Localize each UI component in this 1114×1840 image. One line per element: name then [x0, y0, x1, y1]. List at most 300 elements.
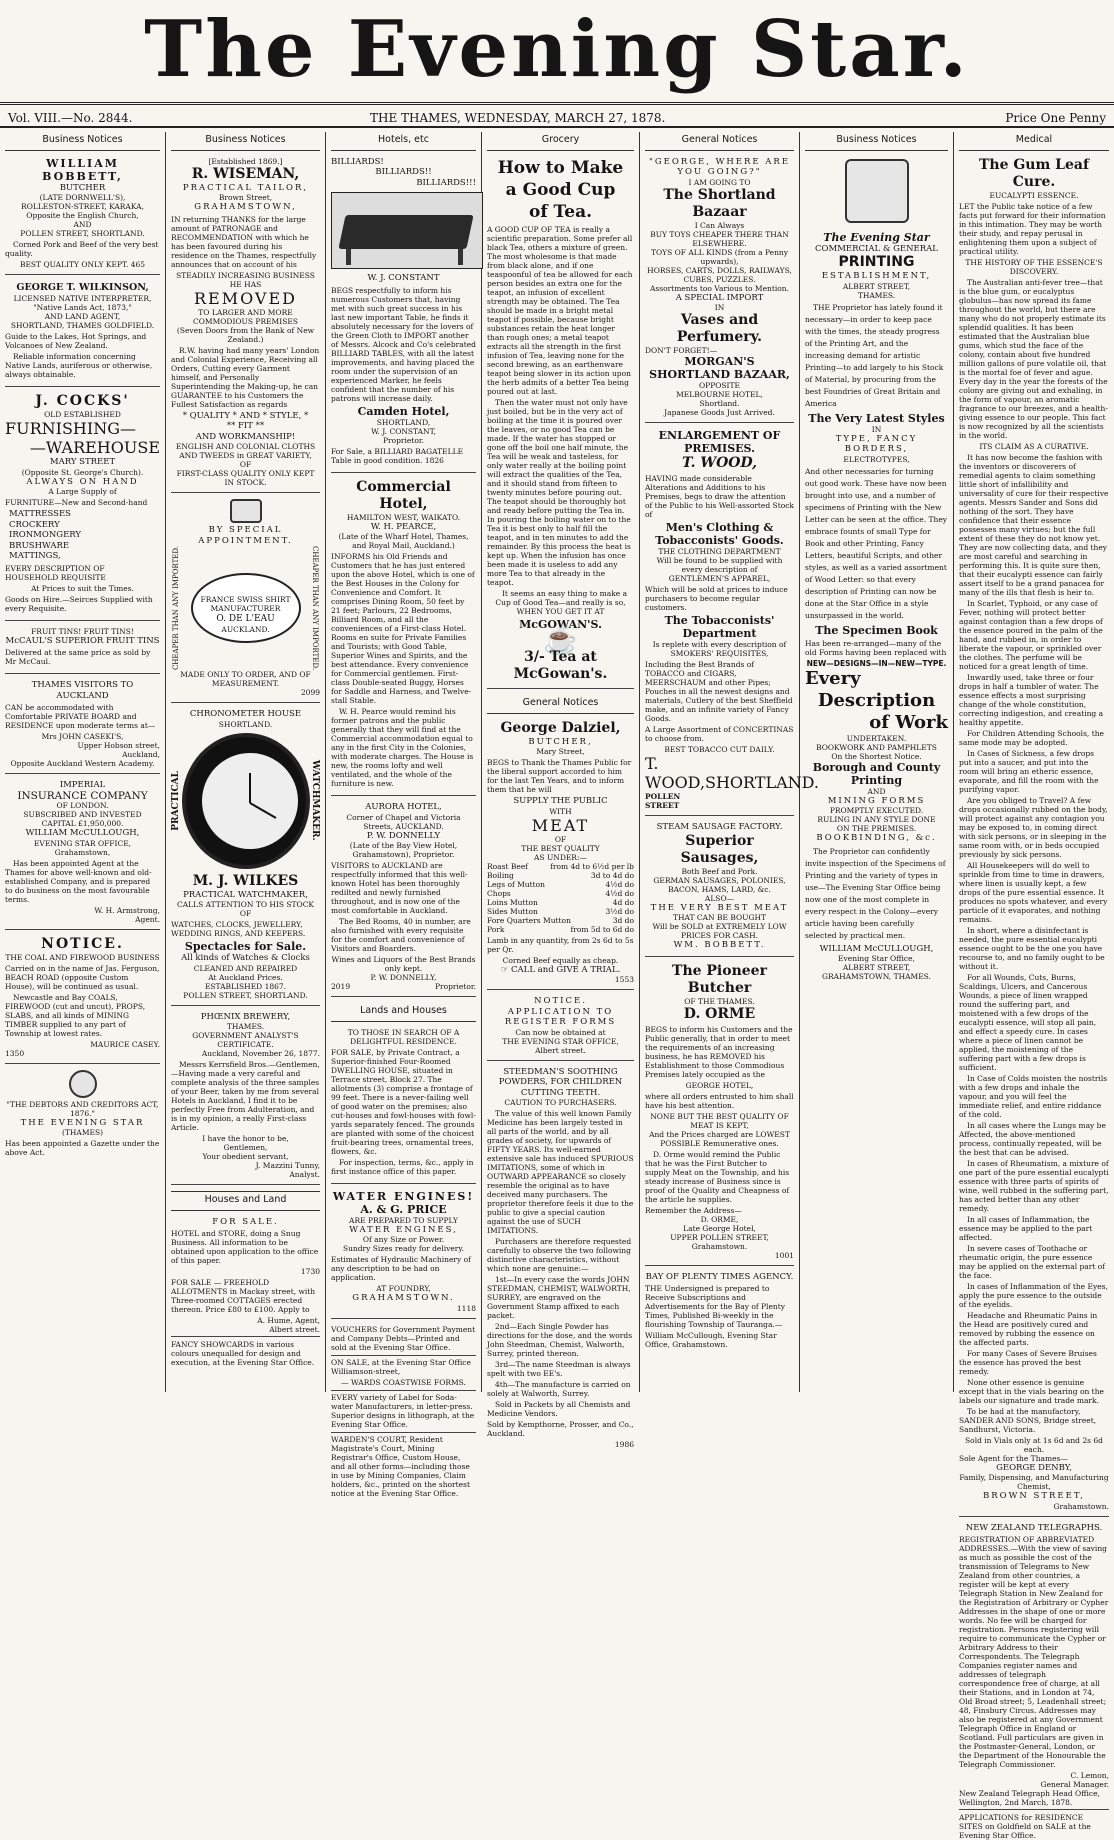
ad-line: —WAREHOUSE — [5, 438, 160, 457]
ad-line: "Native Lands Act, 1873," — [5, 303, 160, 312]
ad-line: AURORA HOTEL, — [331, 802, 476, 813]
column-3 — [326, 132, 482, 1392]
ad-line: INSURANCE COMPANY — [5, 791, 160, 802]
table-leg — [346, 249, 351, 265]
table-cell: Pork — [487, 925, 504, 934]
ad-line — [5, 260, 160, 269]
ad-line: CAN be accommodated with Comfortable PRIVATE BOARD and RESIDENCE upon moderate terms at— — [5, 703, 160, 730]
ad-line: D. ORME, — [645, 1215, 794, 1224]
ad-line: Men's Clothing & Tobacconists' Goods. — [645, 521, 794, 547]
price: Price One Penny — [1005, 111, 1106, 125]
ad-line: SHORTLAND BAZAAR, — [645, 368, 794, 381]
ad-line: GRAHAMSTOWN, THAMES. — [805, 972, 948, 981]
column-2 — [166, 132, 326, 1392]
ad-number: 1553 — [487, 975, 634, 984]
ad-line: For inspection, terms, &c., apply in first instance office of this paper. — [331, 1158, 476, 1176]
ad-line: MORGAN'S — [645, 355, 794, 368]
ad-commercial-hotel — [331, 479, 476, 797]
ad-number: 1001 — [645, 1251, 794, 1260]
ad-line: REGISTRATION OF ABBREVIATED ADDRESSES.—With the view of saving as much as possible the cost of the transmission of Telegrams to New Zealand from other countries, a register will be kept at every Telegraph Station in New Zealand for the Registration of Arbitrary or Cypher Addresses in the shape of one or more words. No fee will be charged for registration. Persons registering will require to communicate the Cypher or Arbitrary Address to their Correspondents. The Telegraph Companies register names and addresses of telegraph correspondence free of charge, at all their Stations, and in London at 74, Old Broad street; 5, Leadenhall street; 48, Finsbury Circus. Addresses may also be registered at any Government Telegraph Office in England or Scotland. Full particulars are given in the Postmaster-General, London, or the Department of the Honourable the Telegraph Commissioner. — [959, 1535, 1109, 1769]
ad-line: Wines and Liquors of the Best Brands only kept. — [331, 955, 476, 973]
ad-line: A Large Supply of — [5, 487, 160, 496]
billiard-table-top — [338, 215, 473, 249]
ad-line: Estimates of Hydraulic Machinery of any description to be had on application. — [331, 1255, 476, 1282]
royal-arms-icon — [230, 499, 262, 523]
clock-illustration — [182, 733, 310, 869]
ad-line: IN returning THANKS for the large amount of PATRONAGE and RECOMMENDATION with which he has been favoured during his residence on the Thames, respectfully announces that on account of his — [171, 215, 320, 269]
pointing-hand-icon: ☞ — [501, 965, 509, 975]
ad-line: The Shortland Bazaar — [645, 187, 794, 221]
ad-line: 3rd—The name Steedman is always spelt with two EE's. — [487, 1360, 634, 1378]
ad-line: Guide to the Lakes, Hot Springs, and Volcanoes of New Zealand. — [5, 332, 160, 350]
ad-dalziel — [487, 695, 634, 990]
ad-phoenix-brewery — [171, 1012, 320, 1186]
ad-line: It seems an easy thing to make a Cup of Good Tea—and really is so, WHEN YOU GET IT AT — [487, 589, 634, 616]
ad-line: EVENING STAR OFFICE, — [5, 839, 160, 848]
ad-line: (Seven Doors from the Bank of New Zealand.) — [171, 326, 320, 344]
ad-notice-coal — [5, 936, 160, 1064]
ad-line: In cases of Rheumatism, a mixture of one part of the pure essential eucalypti essence with three parts of spirits of wine, well rubbed in the suffering part, has acted better than any other remedy. — [959, 1159, 1109, 1213]
seal-row — [171, 546, 320, 670]
ad-line: VOUCHERS for Government Payment and Company Debts—Printed and sold at the Evening Star Office. — [331, 1325, 476, 1356]
masthead — [0, 0, 1114, 100]
ad-line: McGOWAN'S. — [487, 618, 634, 631]
ad-line: Including the Best Brands of TOBACCO and CIGARS, MEERSCHAUM and other Pipes; Pouches in all the newest designs and materials, Cutlery of the best Sheffield make, and an infinite variety of Fancy Goods. — [645, 660, 794, 723]
ad-line: EUCALYPTI ESSENCE. — [959, 191, 1109, 200]
ad-line: T. WOOD, — [645, 754, 705, 792]
ad-name: R. WISEMAN, — [171, 166, 320, 183]
ad-line: VISITORS to AUCKLAND are respectfully informed that this well-known Hotel has been thoroughly redilted and newly furnished throughout, and is now one of the most comfortable in Auckland. — [331, 861, 476, 915]
ad-line: Spectacles for Sale. — [171, 940, 320, 953]
table-cell: from 4d to 6½d per lb — [550, 862, 634, 871]
ad-line: SUPPLY THE PUBLIC — [487, 796, 634, 807]
ad-line: IN — [805, 425, 948, 434]
wood-signature — [645, 754, 794, 810]
ad-text: Proprietor. — [435, 982, 476, 991]
ad-line: W. H. Pearce would remind his former patrons and the public generally that they will find at the Commercial accommodation equal to any in the first City in the Colonies, with moderate charges. The House is new, the rooms lofty and well ventilated, and the whole of the furniture is new. — [331, 707, 476, 788]
ad-line: Mrs JOHN CASEKI'S, — [5, 732, 160, 741]
ad-line: THE EVENING STAR — [5, 1118, 160, 1129]
ad-register-forms — [487, 996, 634, 1061]
ad-line: A. Hume, Agent, — [171, 1316, 320, 1325]
ad-wilkes — [171, 709, 320, 1006]
clock-hand — [249, 802, 276, 819]
ad-line: * QUALITY * AND * STYLE, * — [171, 411, 320, 422]
ad-line: The Evening Star — [805, 231, 948, 244]
table-row — [487, 916, 634, 925]
ad-line: THAMES VISITORS TO AUCKLAND — [5, 680, 160, 701]
ad-line: Has been appointed Agent at the Thames for above well-known and old-established Company, and is prepared to do business on the most favourable terms. — [5, 859, 160, 904]
table-cell: 3d to 4d do — [591, 871, 634, 880]
ad-line: CAUTION TO PURCHASERS. — [487, 1098, 634, 1107]
ad-line: (THAMES) — [5, 1128, 160, 1137]
ad-line: For all Wounds, Cuts, Burns, Scaldings, Ulcers, and Cancerous Wounds, a piece of linen wrapped round the suffering part, and moistened with a few drops of the eucalypti essence, will stop all pain, and effect a speedy cure. In cases where a piece of linen cannot be applied, the moistening of the suffering part with a few drops is sufficient. — [959, 973, 1109, 1072]
ad-line: (LATE DORNWELL'S), — [5, 193, 160, 202]
ad-line: In all cases of Inflammation, the essence may be applied to the part affected. — [959, 1215, 1109, 1242]
list-item: MATTRESSES — [9, 509, 160, 520]
ad-name: GEORGE T. WILKINSON, — [5, 281, 160, 294]
ad-line: NOTICE. — [487, 996, 634, 1007]
ad-name: WILLIAM BOBBETT, — [5, 157, 160, 183]
ad-line: Commercial Hotel, — [331, 479, 476, 513]
clock-face — [202, 753, 298, 849]
ad-line: Sold in Packets by all Chemists and Medicine Vendors. — [487, 1400, 634, 1418]
ad-line: GOVERNMENT ANALYST'S CERTIFICATE. — [171, 1031, 320, 1049]
ad-line: AND — [5, 220, 160, 229]
ad-line: GRAHAMSTOWN, — [171, 202, 320, 213]
ad-line: BUY TOYS CHEAPER THERE THAN ELSEWHERE. — [645, 230, 794, 248]
ad-line: The Gum Leaf Cure. — [959, 157, 1109, 191]
ad-line: For Children Attending Schools, the same mode may be adopted. — [959, 729, 1109, 747]
ad-line: HOTEL and STORE, doing a Snug Business. All information to be obtained upon application to the office of this paper. — [171, 1229, 320, 1265]
ad-line: Every — [805, 668, 948, 690]
ad-line: THE EVENING STAR OFFICE, — [487, 1037, 634, 1046]
ad-number: 2019 — [331, 982, 350, 991]
ad-line: Gentlemen, — [171, 1143, 320, 1152]
ad-wilkinson — [5, 281, 160, 387]
ad-line: HAMILTON WEST, WAIKATO. — [331, 513, 476, 522]
ad-line: W. H. PEARCE, — [331, 522, 476, 533]
ad-line: of Tea. — [487, 201, 634, 223]
ad-line: GEORGE DENBY, — [959, 1463, 1109, 1474]
ad-number: 2099 — [171, 688, 320, 697]
ad-line: A GOOD CUP OF TEA is really a scientific preparation. Some prefer all black Tea, others a mixture of green. The most wholesome is that made from black alone, and if one teaspoonful of tea be allowed for each person besides an extra one for the teapot, an infusion of excellent strength may be obtained. The Tea should be made in a bright metal teapot if possible, because bright substances retain the heat longer than rough ones; a metal teapot extracts all the strength in the first infusion of Tea, leaving none for the second brewing, as an earthenware teapot being slower in its action upon the herb admits of a better Tea being poured out at last. — [487, 225, 634, 396]
column-4 — [482, 132, 640, 1392]
section-lands-houses — [331, 1003, 476, 1184]
ad-line: OPPOSITE — [645, 381, 794, 390]
ad-line: POLLEN STREET — [645, 792, 705, 810]
ad-line: Mary Street, — [487, 747, 634, 756]
ad-line: WM. BOBBETT. — [645, 940, 794, 951]
ad-line: LET the Public take notice of a few facts put forward for their information in this intimation. They may be worth their study, and repay perusal in enlightening them upon a subject of practical utility. — [959, 202, 1109, 256]
column-heading: Hotels, etc — [331, 132, 476, 151]
ad-line: The Very Latest Styles — [805, 412, 948, 425]
ad-line: Family, Dispensing, and Manufacturing Chemist, — [959, 1473, 1109, 1491]
ad-special-appointment — [171, 499, 320, 703]
ad-line: The Specimen Book — [805, 624, 948, 637]
ad-line: 2nd—Each Single Powder has directions for the dose, and the words John Steedman, Chemist, Walworth, Surrey, printed thereon. — [487, 1322, 634, 1358]
ad-line: FOR SALE. — [171, 1217, 320, 1228]
ad-line: I Can Always — [645, 221, 794, 230]
ad-line: A Large Assortment of CONCERTINAS to choose from. — [645, 725, 794, 743]
ad-line: of Work — [805, 712, 948, 734]
ad-line: HAVING made considerable Alterations and Additions to his Premises, begs to draw the attention of the Public to his Well-assorted Stock of — [645, 474, 794, 519]
ad-line: FURNITURE—New and Second-hand — [5, 498, 160, 507]
ad-line: STEAM SAUSAGE FACTORY. — [645, 822, 794, 833]
ad-line: AT FOUNDRY, — [331, 1284, 476, 1293]
ad-line: FRUIT TINS! FRUIT TINS! — [5, 627, 160, 636]
ad-line: R.W. having had many years' London and Colonial Experience, Receiving all Orders, Cutting every Garment himself, and Personally Superintending the Making-up, he can GUARANTEE to his Customers the Fullest Satisfaction as regards — [171, 346, 320, 409]
column-heading: Medical — [959, 132, 1109, 151]
ad-line: MINING FORMS — [805, 796, 948, 807]
ad-line: None other essence is genuine except that in the vials bearing on the labels our signature and trade mark. — [959, 1378, 1109, 1405]
ad-line: — WARDS COASTWISE FORMS. — [331, 1378, 476, 1391]
ad-line: TYPE, FANCY BORDERS, — [805, 434, 948, 455]
ad-line: MEAT — [487, 816, 634, 835]
ad-line: MELBOURNE HOTEL, — [645, 390, 794, 399]
ad-line: PRINTING — [805, 254, 948, 271]
ad-gum-leaf-cure — [959, 157, 1109, 1517]
column-6 — [800, 132, 954, 1392]
ad-line: Of any Size or Power. — [331, 1235, 476, 1244]
ad-line: IN — [645, 303, 794, 312]
table-leg — [458, 249, 463, 265]
ad-line: THAMES. — [171, 1022, 320, 1031]
ad-line: C. Lemon, — [959, 1771, 1109, 1780]
ad-line: Can now be obtained at — [487, 1028, 634, 1037]
signature-group — [645, 754, 705, 810]
table-cell: 4½d do — [605, 889, 634, 898]
ad-line: Upper Hobson street, — [5, 741, 160, 750]
ad-line: And other necessaries for turning out good work. These have now been brought into use, and a number of specimens of Printing with the New Letter can be seen at the office. They embrace founts of small Type for Book and other Printing, Fancy Letters, beautiful Scripts, and other styles, as well as a varied assortment of Wood Letter: so that every description of Printing can now be done at the Star Office in a style unsurpassed in the world. — [805, 466, 948, 622]
list-item: CROCKERY — [9, 520, 160, 531]
ad-line: Will be SOLD at EXTREMELY LOW PRICES FOR CASH. — [645, 922, 794, 940]
ad-mcgowans-tea — [487, 157, 634, 690]
ad-line: Will be found to be supplied with every description of — [645, 556, 794, 574]
ad-line — [331, 447, 476, 465]
ad-line: TO THOSE IN SEARCH OF A DELIGHTFUL RESIDENCE. — [331, 1028, 476, 1046]
ad-billiards — [331, 157, 476, 473]
table-cell: Legs of Mutton — [487, 880, 545, 889]
ad-line — [487, 965, 634, 976]
seal-name: O. DE L'EAU — [193, 613, 299, 625]
column-7 — [954, 132, 1114, 1392]
ad-line: How to Make — [487, 157, 634, 179]
ad-line: NEW ZEALAND TELEGRAPHS. — [959, 1523, 1109, 1534]
table-cell: 3½d do — [605, 907, 634, 916]
ad-line: Assortments too Various to Mention. — [645, 284, 794, 293]
ad-line: WILLIAM McCULLOUGH, — [5, 828, 160, 839]
ad-bay-of-plenty — [645, 1272, 794, 1350]
ad-line: 3/- Tea at McGowan's. — [487, 649, 634, 683]
ad-text: For Sale, a BILLIARD BAGATELLE Table in good condition. — [331, 447, 463, 465]
ad-line: (Late of the Wharf Hotel, Thames, and Royal Mail, Auckland.) — [331, 532, 476, 550]
ad-line: OF — [171, 460, 320, 469]
ad-line: Albert street. — [487, 1046, 634, 1055]
table-cell: Chops — [487, 889, 511, 898]
table-row — [487, 925, 634, 934]
ad-name: J. COCKS' — [5, 393, 160, 410]
ad-line: TO LARGER AND MORE COMMODIOUS PREMISES — [171, 308, 320, 326]
ad-line: BOOKWORK AND PAMPHLETS — [805, 743, 948, 752]
ad-line: THE CLOTHING DEPARTMENT — [645, 547, 794, 556]
ad-number: 1350 — [5, 1049, 160, 1058]
ad-line: Purchasers are therefore requested carefully to observe the two following distinctive characteristics, without which none are genuine:— — [487, 1237, 634, 1273]
ad-line: All Housekeepers will do well to sprinkle from time to time in drawers, where linen is usually kept, a few drops of the pure essential essence. It produces no spots whatever, and every particle of it evaporates, and nothing remains. — [959, 861, 1109, 924]
section-heading: Houses and Land — [171, 1191, 320, 1211]
ad-line: SHORTLAND. — [705, 773, 819, 792]
column-heading: Business Notices — [171, 132, 320, 151]
ad-line: BILLIARDS!! — [331, 167, 476, 178]
ad-line: Is replete with every description of SMOKERS' REQUISITES, — [645, 640, 794, 658]
ad-line: P. W. DONNELLY — [331, 831, 476, 842]
column-heading: Business Notices — [5, 132, 160, 151]
ad-line: The value of this well known Family Medicine has been largely tested in all parts of the world, and by all grades of society, for upwards of FIFTY YEARS. Its well-earned extensive sale has induced SPURIOUS IMITATIONS, some of which in OUTWARD APPEARANCE so closely resemble the original as to have deceived many purchasers. The proprietor therefore feels it due to the public to give a special caution against the use of SUCH IMITATIONS. — [487, 1109, 634, 1235]
section-houses-land — [171, 1191, 320, 1367]
ad-line: CHRONOMETER HOUSE — [171, 709, 320, 720]
ad-line: THAMES. — [805, 291, 948, 300]
item-list — [5, 509, 160, 562]
ad-line: ESTABLISHMENT, — [805, 271, 948, 282]
list-item: IRONMONGERY — [9, 530, 160, 541]
ad-line: ITS CLAIM AS A CURATIVE. — [959, 442, 1109, 451]
ad-line: STEEDMAN'S SOOTHING POWDERS, FOR CHILDREN CUTTING TEETH. — [487, 1067, 634, 1099]
ad-line: WATER ENGINES! — [331, 1190, 476, 1203]
ad-line: Corner of Chapel and Victoria Streets, AUCKLAND. — [331, 813, 476, 831]
ad-line: Wellington, 2nd March, 1878. — [959, 1798, 1109, 1807]
ad-line: ALBERT STREET, — [805, 282, 948, 291]
ad-line: OLD ESTABLISHED — [5, 410, 160, 419]
ad-line: Vases and Perfumery. — [645, 312, 794, 346]
ad-line: Has been appointed a Gazette under the above Act. — [5, 1139, 160, 1157]
ad-line: BEGS to inform his Customers and the Public generally, that in order to meet the requirements of an increasing business, he has REMOVED his Establishment to those Commodious Premises lately occupied as the — [645, 1025, 794, 1079]
ad-line: THE Proprietor has lately found it necessary—in order to keep pace with the times, the steady progress of the Printing Art, and the increasing demand for artistic Printing—to add largely to his Stock of Material, by procuring from the best Foundries of Great Britain and America — [805, 302, 948, 410]
ad-shortland-bazaar — [645, 157, 794, 424]
newspaper-title: The Evening Star. — [0, 0, 1114, 100]
ad-line: New Zealand Telegraph Head Office, — [959, 1789, 1109, 1798]
ad-line: In cases of Inflammation of the Eyes, apply the pure essence to the outside of the eyelids. — [959, 1282, 1109, 1309]
ad-line: INFORMS his Old Friends and Customers that he has just entered upon the above Hotel, which is one of the Best Houses in the Colony for Convenience and Comfort. It comprises Dining Room, 50 feet by 21 feet; Parlours, 22 Bedrooms, Billiard Room, and all the conveniences of a First-class Hotel. Rooms en suite for Private Families and Tourists; with Good Table, Superior Wines and Spirits, and the best attendance. Every convenience for Commercial gentlemen. First-class Double-seated Buggy, Horses for Saddle and Harness, and Twelve-stall Stable. — [331, 552, 476, 705]
ad-line: W. J. CONSTANT, — [331, 427, 476, 436]
ad-line: RULING IN ANY STYLE DONE — [805, 815, 948, 824]
ad-line: Brown Street, — [171, 193, 320, 202]
ad-line: BEGS to Thank the Thames Public for the liberal support accorded to him for the last Ten Years, and to inform them that he will — [487, 758, 634, 794]
ad-line: PRACTICAL WATCHMAKER, — [171, 890, 320, 901]
ad-line: SHORTLAND, — [331, 418, 476, 427]
ad-line: Headache and Rheumatic Pains in the Head are positively cured and removed by rubbing the essence on the affected parts. — [959, 1311, 1109, 1347]
ad-line: Grahamstown, — [5, 848, 160, 857]
ad-line: Sole Agent for the Thames— — [959, 1454, 1109, 1463]
ad-line: D. Orme would remind the Public that he was the First Butcher to supply Meat on the Township, and his steady increase of Business since is proof of the Quality and Cheapness of the article he supplies. — [645, 1150, 794, 1204]
dateline — [0, 102, 1114, 128]
ad-line: In Scarlet, Typhoid, or any case of Fever, nothing will protect better against contagion than a few drops of the essence poured in the palm of the hand, and rubbed in, in order to liberate the vapour, or sprinkled over the clothes. The perfume will be noticed for a great length of time. — [959, 599, 1109, 671]
ad-line: Agent. — [5, 915, 160, 924]
table-cell: from 5d to 6d do — [570, 925, 634, 934]
ad-line: GEORGE HOTEL, — [645, 1081, 794, 1090]
ad-line: Messrs Kerrsfield Bros.—Gentlemen,—Having made a very careful and complete analysis of the three samples of your Beer, taken by me from several Hotels in Auckland, I find it to be perfectly Free from Adulteration, and is in my opinion, a really First-class Article. — [171, 1060, 320, 1132]
list-item: BRUSHWARE — [9, 541, 160, 552]
ad-line: a Good Cup — [487, 179, 634, 201]
ad-line: AND — [805, 787, 948, 796]
ad-name: A. & G. PRICE — [331, 1203, 476, 1216]
printing-emblem-icon — [845, 159, 909, 223]
ad-line: "GEORGE, WHERE ARE YOU GOING?" — [645, 157, 794, 178]
table-cell: Sides Mutton — [487, 907, 538, 916]
section-heading: Lands and Houses — [331, 1003, 476, 1022]
ad-line: ON THE PREMISES. — [805, 824, 948, 833]
place-date: THE THAMES, WEDNESDAY, MARCH 27, 1878. — [370, 111, 665, 125]
ad-name: W. J. CONSTANT — [331, 273, 476, 284]
ad-line: OF LONDON. — [5, 801, 160, 810]
ad-line: General Manager. — [959, 1780, 1109, 1789]
ad-line: BEGS respectfully to inform his numerous Customers that, having met with such great success in his last new important Table, he finds it absolutely necessary for the lovers of the Green Cloth to IMPORT another of Messrs. Alcock and Co's celebrated BILLIARD TABLES, with all the latest improvements, and having placed the room under the supervision of an experienced Marker, he feels confident that the number of his patrons will increase daily. — [331, 286, 476, 403]
ad-line: Lamb in any quantity, from 2s 6d to 5s per Qr. — [487, 936, 634, 954]
ad-line: FIRST-CLASS QUALITY ONLY KEPT IN STOCK. — [171, 469, 320, 487]
ad-line: UNDERTAKEN. — [805, 734, 948, 743]
ad-number: 1118 — [331, 1304, 476, 1313]
ad-line: where all orders entrusted to him shall have his best attention. — [645, 1092, 794, 1110]
clock-hand — [249, 773, 251, 803]
ad-line: NEW—DESIGNS—IN—NEW—TYPE. — [805, 659, 948, 668]
ad-line: SHORTLAND. — [171, 720, 320, 729]
ad-line: Sold in Vials only at 1s 6d and 2s 6d each. — [959, 1436, 1109, 1454]
ad-line: Are you obliged to Travel? A few drops occasionally rubbed on the body, will protect against any contagion you may be exposed to, in coming direct with sick persons, or in sleeping in the same room with, or in beds occupied previously by sick persons. — [959, 796, 1109, 859]
table-row — [487, 880, 634, 889]
ad-line: In all cases where the Lungs may be Affected, the above-mentioned process, continually repeated, will be the best that can be advised. — [959, 1121, 1109, 1157]
ad-line: 4th—The manufacture is carried on solely at Walworth, Surrey. — [487, 1380, 634, 1398]
ad-line: (Opposite St. George's Church). — [5, 468, 160, 477]
ad-line: Camden Hotel, — [331, 405, 476, 418]
ad-line: BOOKBINDING, &c. — [805, 833, 948, 844]
ad-line: WARDEN'S COURT, Resident Magistrate's Court, Mining Registrar's Office, Custom House, and all other forms—including those in use by Mining Companies, Claim holders, &c., printed on the shortest notice at the Evening Star Office. — [331, 1435, 476, 1498]
ad-line — [331, 982, 476, 991]
ad-line: Which will be sold at prices to induce purchasers to become regular customers. — [645, 585, 794, 612]
table-cell: Boiling — [487, 871, 514, 880]
ad-line: THE BEST QUALITY — [487, 844, 634, 853]
ad-line: The Tobacconists' Department — [645, 614, 794, 640]
ad-number: 1986 — [487, 1440, 634, 1449]
ad-name: D. ORME — [645, 1006, 794, 1023]
clock-row — [171, 729, 320, 873]
ad-evening-star-printing — [805, 159, 948, 982]
ad-line: BY SPECIAL APPOINTMENT. — [171, 525, 320, 546]
ad-line: THAT CAN BE BOUGHT — [645, 913, 794, 922]
ad-line: BILLIARDS! — [331, 157, 476, 168]
ad-line: The Pioneer Butcher — [645, 963, 794, 997]
ad-line: ESTABLISHED 1867. — [171, 982, 320, 991]
column-heading: Grocery — [487, 132, 634, 151]
ad-line: For many Cases of Severe Bruises the essence has proved the best remedy. — [959, 1349, 1109, 1376]
ad-line: On the Shortest Notice. — [805, 752, 948, 761]
table-cell: Fore Quarters Mutton — [487, 916, 571, 925]
teapot-icon: ☕ — [487, 635, 634, 646]
table-cell: Roast Beef — [487, 862, 528, 871]
ad-line: PHŒNIX BREWERY, — [171, 1012, 320, 1023]
ad-line: HORSES, CARTS, DOLLS, RAILWAYS, CUBES, PUZZLES. — [645, 266, 794, 284]
ad-line: ENLARGEMENT OF PREMISES. — [645, 429, 794, 455]
volume-number: Vol. VIII.—No. 2844. — [8, 111, 132, 125]
ad-line: MARY STREET — [5, 457, 160, 468]
ad-line: BUTCHER — [5, 183, 160, 194]
ad-line: Late George Hotel, — [645, 1224, 794, 1233]
ad-line: OF — [487, 835, 634, 844]
ad-line: Opposite the English Church, — [5, 211, 160, 220]
ad-line: Superior Sausages, — [645, 833, 794, 867]
ad-line: CAPITAL £1,950,000. — [5, 819, 160, 828]
ad-line: EVERY DESCRIPTION OF HOUSEHOLD REQUISITE — [5, 564, 160, 582]
ad-line: BAY OF PLENTY TIMES AGENCY. — [645, 1272, 794, 1283]
ad-line: Proprietor. — [331, 436, 476, 445]
ad-line: PRACTICAL TAILOR, — [171, 183, 320, 194]
ad-line: (Late of the Bay View Hotel, Grahamstown), Proprietor. — [331, 841, 476, 859]
ad-line: Your obedient servant, — [171, 1152, 320, 1161]
ad-line: ROLLESTON-STREET, KARAKA, — [5, 202, 160, 211]
table-row — [487, 889, 634, 898]
ad-line: Then the water must not only have just boiled, but be in the very act of boiling at the time it is poured over the leaves, or no good Tea can be made. If the water has stopped or gone off the boil one half minute, the Tea will be weak and tasteless, for only water really at the boiling point will extract the qualities of the Tea, and it should stand from fifteen to twenty minutes before pouring out. The teapot should be thoroughly hot and ready before putting the Tea in. In pouring the boiling water on to the Tea it is best only to half fill the teapot, and in ten minutes to add the remainder. By this process the heat is kept up. When the infusion has once been made it is useless to add any more Tea to that already in the teapot. — [487, 398, 634, 587]
ad-line: Delivered at the same price as sold by Mr McCaul. — [5, 648, 160, 666]
ad-line: APPLICATIONS for RESIDENCE SITES on Goldfield on SALE at the Evening Star Office. — [959, 1809, 1109, 1840]
ad-line: IMPERIAL — [5, 780, 160, 791]
seal-ring-text: FRANCE SWISS SHIRT MANUFACTURER — [193, 595, 299, 613]
ad-line: POLLEN STREET, SHORTLAND. — [171, 991, 320, 1000]
ad-line: ENGLISH AND COLONIAL CLOTHS AND TWEEDS in GREAT VARIETY, — [171, 442, 320, 460]
ad-wiseman — [171, 157, 320, 494]
ad-line: AND LAND AGENT, — [5, 312, 160, 321]
ad-line: CALLS ATTENTION TO HIS STOCK OF — [171, 900, 320, 918]
ad-line: EVERY variety of Label for Soda-water Manufacturers, in letter-press. Superior designs in lithograph, at the Evening Star Office. — [331, 1393, 476, 1433]
ad-line: HE HAS — [171, 280, 320, 289]
ad-line: Reliable information concerning Native Lands, auriferous or otherwise, always obtainable. — [5, 352, 160, 379]
